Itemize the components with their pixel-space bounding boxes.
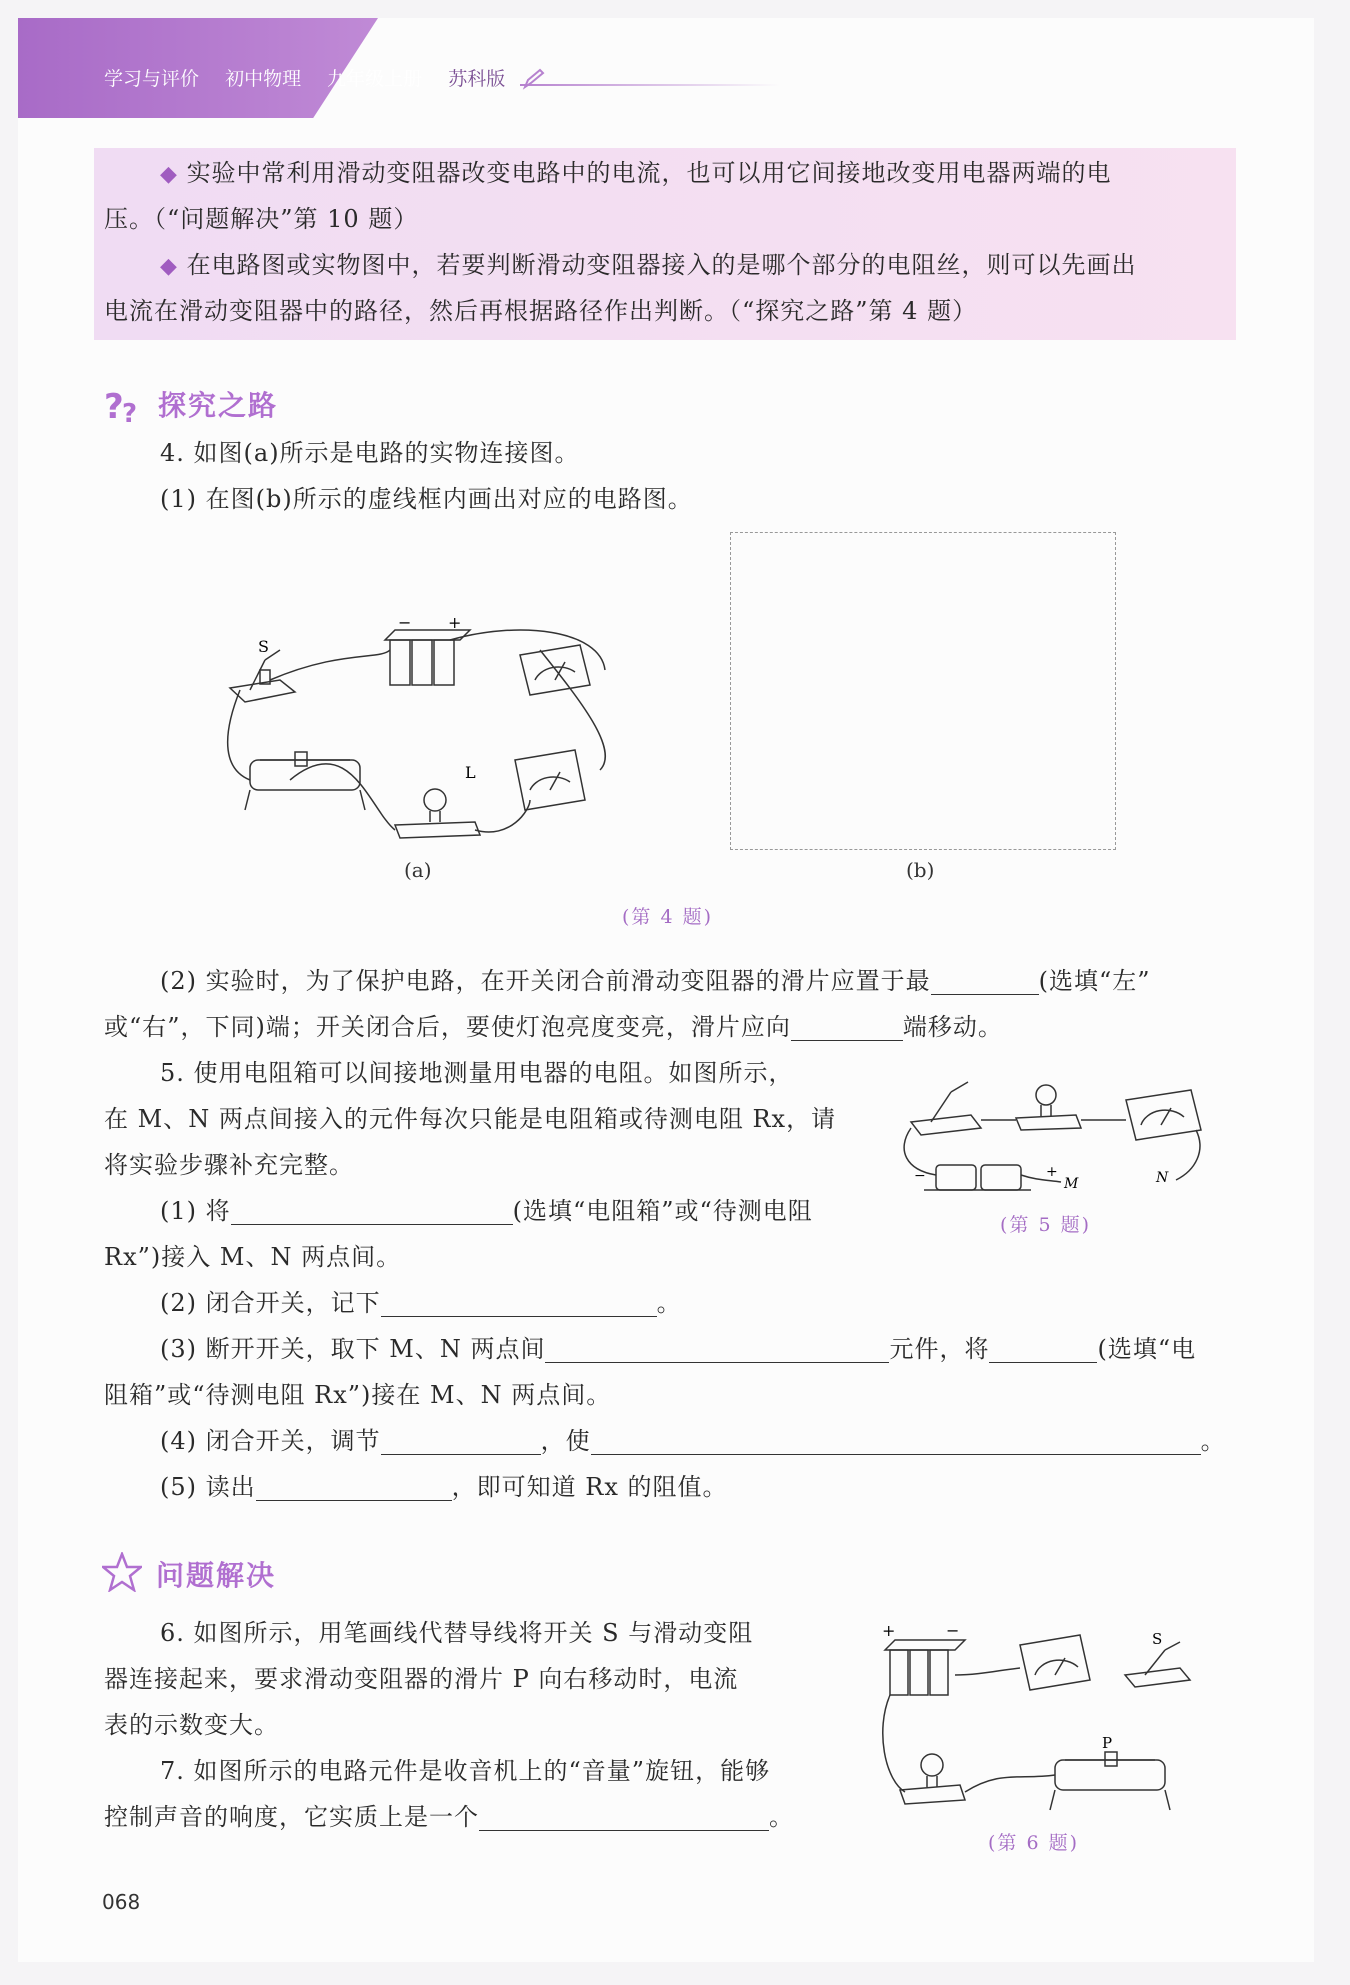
tip1-line1: ◆ 实验中常利用滑动变阻器改变电路中的电流，也可以用它间接地改变用电器两端的电: [160, 159, 1112, 187]
fig-a-label: (a): [404, 858, 432, 882]
version: 苏科版: [448, 68, 506, 90]
fig5-caption: (第 5 题): [1000, 1214, 1091, 1236]
label-minus: −: [398, 613, 412, 632]
header: [104, 64, 525, 91]
q4-stem: 4. 如图(a)所示是电路的实物连接图。: [160, 439, 580, 467]
fig6-caption: (第 6 题): [988, 1832, 1079, 1854]
q5-step1-cont: Rx”)接入 M、N 两点间。: [104, 1243, 402, 1271]
grade: 九年级上册: [327, 68, 423, 90]
label-minus-6: −: [946, 1621, 960, 1640]
q7-line1: 7. 如图所示的电路元件是收音机上的“音量”旋钮，能够: [160, 1757, 771, 1785]
q5-blank-2[interactable]: [381, 1288, 657, 1317]
label-P: P: [1102, 1734, 1113, 1752]
figure-6-circuit: [880, 1620, 1220, 1820]
section-title-solve: 问题解决: [156, 1559, 277, 1592]
q6-line2: 器连接起来，要求滑动变阻器的滑片 P 向右移动时，电流: [104, 1665, 739, 1693]
q4-part2-line2: 或“右”，下同)端；开关闭合后，要使灯泡亮度变亮，滑片应向 端移动。: [104, 1013, 1003, 1041]
q5-line3: 将实验步骤补充完整。: [104, 1151, 354, 1179]
q5-blank-1[interactable]: [231, 1196, 513, 1225]
q5-blank-5[interactable]: [381, 1426, 541, 1455]
q5-blank-6[interactable]: [591, 1426, 1201, 1455]
q5-step3-cont: 阻箱”或“待测电阻 Rx”)接在 M、N 两点间。: [104, 1381, 612, 1409]
diamond-icon: ◆: [160, 254, 178, 279]
question-mark-icon: [104, 386, 150, 426]
label-minus-5: −: [914, 1168, 926, 1184]
book-title: 学习与评价: [104, 68, 200, 90]
figure-5-circuit: [896, 1070, 1216, 1200]
q6-line3: 表的示数变大。: [104, 1711, 279, 1739]
q4-blank-1[interactable]: [931, 966, 1039, 995]
q7-line2: 控制声音的响度，它实质上是一个 。: [104, 1803, 794, 1831]
svg-text:?: ?: [104, 387, 124, 426]
fig-b-label: (b): [906, 858, 935, 882]
tip1-line2: 压。（“问题解决”第 10 题）: [104, 205, 419, 233]
label-M: M: [1064, 1176, 1079, 1192]
tip2-line2: 电流在滑动变阻器中的路径，然后再根据路径作出判断。（“探究之路”第 4 题）: [104, 297, 978, 325]
fig4-caption: (第 4 题): [622, 906, 713, 928]
q5-blank-4[interactable]: [989, 1334, 1097, 1363]
label-plus-5: +: [1046, 1164, 1058, 1180]
q5-step2: (2) 闭合开关，记下 。: [160, 1289, 682, 1317]
q4-part2-line1: (2) 实验时，为了保护电路，在开关闭合前滑动变阻器的滑片应置于最 (选填“左”: [160, 967, 1151, 995]
subject: 初中物理: [225, 68, 302, 90]
diamond-icon: ◆: [160, 162, 178, 187]
q4-blank-2[interactable]: [791, 1012, 903, 1041]
q7-blank[interactable]: [479, 1802, 769, 1831]
label-plus-6: +: [882, 1621, 896, 1640]
q5-blank-3[interactable]: [545, 1334, 889, 1363]
label-N: N: [1156, 1170, 1169, 1186]
label-L: L: [465, 763, 476, 782]
q5-line1: 5. 使用电阻箱可以间接地测量用电器的电阻。如图所示，: [160, 1059, 794, 1087]
q5-step5: (5) 读出 ，即可知道 Rx 的阻值。: [160, 1473, 728, 1501]
section-title-explore: 探究之路: [158, 389, 279, 422]
q5-step3: (3) 断开开关，取下 M、N 两点间 元件，将 (选填“电: [160, 1335, 1197, 1363]
figure-4a-circuit: [220, 610, 620, 840]
q5-blank-7[interactable]: [256, 1472, 452, 1501]
header-rule: [520, 84, 780, 86]
tip2-line1: ◆ 在电路图或实物图中，若要判断滑动变阻器接入的是哪个部分的电阻丝，则可以先画出: [160, 251, 1137, 279]
label-plus: +: [448, 613, 462, 632]
label-S-6: S: [1152, 1630, 1163, 1648]
q4-part1: (1) 在图(b)所示的虚线框内画出对应的电路图。: [160, 485, 693, 513]
page-number: 068: [102, 1890, 141, 1914]
figure-4b-answer-box[interactable]: [730, 532, 1116, 850]
svg-text:?: ?: [122, 399, 138, 426]
pencil-icon: [522, 68, 546, 90]
q5-step4: (4) 闭合开关，调节 ，使 。: [160, 1427, 1226, 1455]
q5-step1: (1) 将 (选填“电阻箱”或“待测电阻: [160, 1197, 813, 1225]
q5-line2: 在 M、N 两点间接入的元件每次只能是电阻箱或待测电阻 Rx，请: [104, 1105, 837, 1133]
star-icon: [102, 1552, 142, 1592]
label-S: S: [258, 637, 269, 656]
q6-line1: 6. 如图所示，用笔画线代替导线将开关 S 与滑动变阻: [160, 1619, 754, 1647]
